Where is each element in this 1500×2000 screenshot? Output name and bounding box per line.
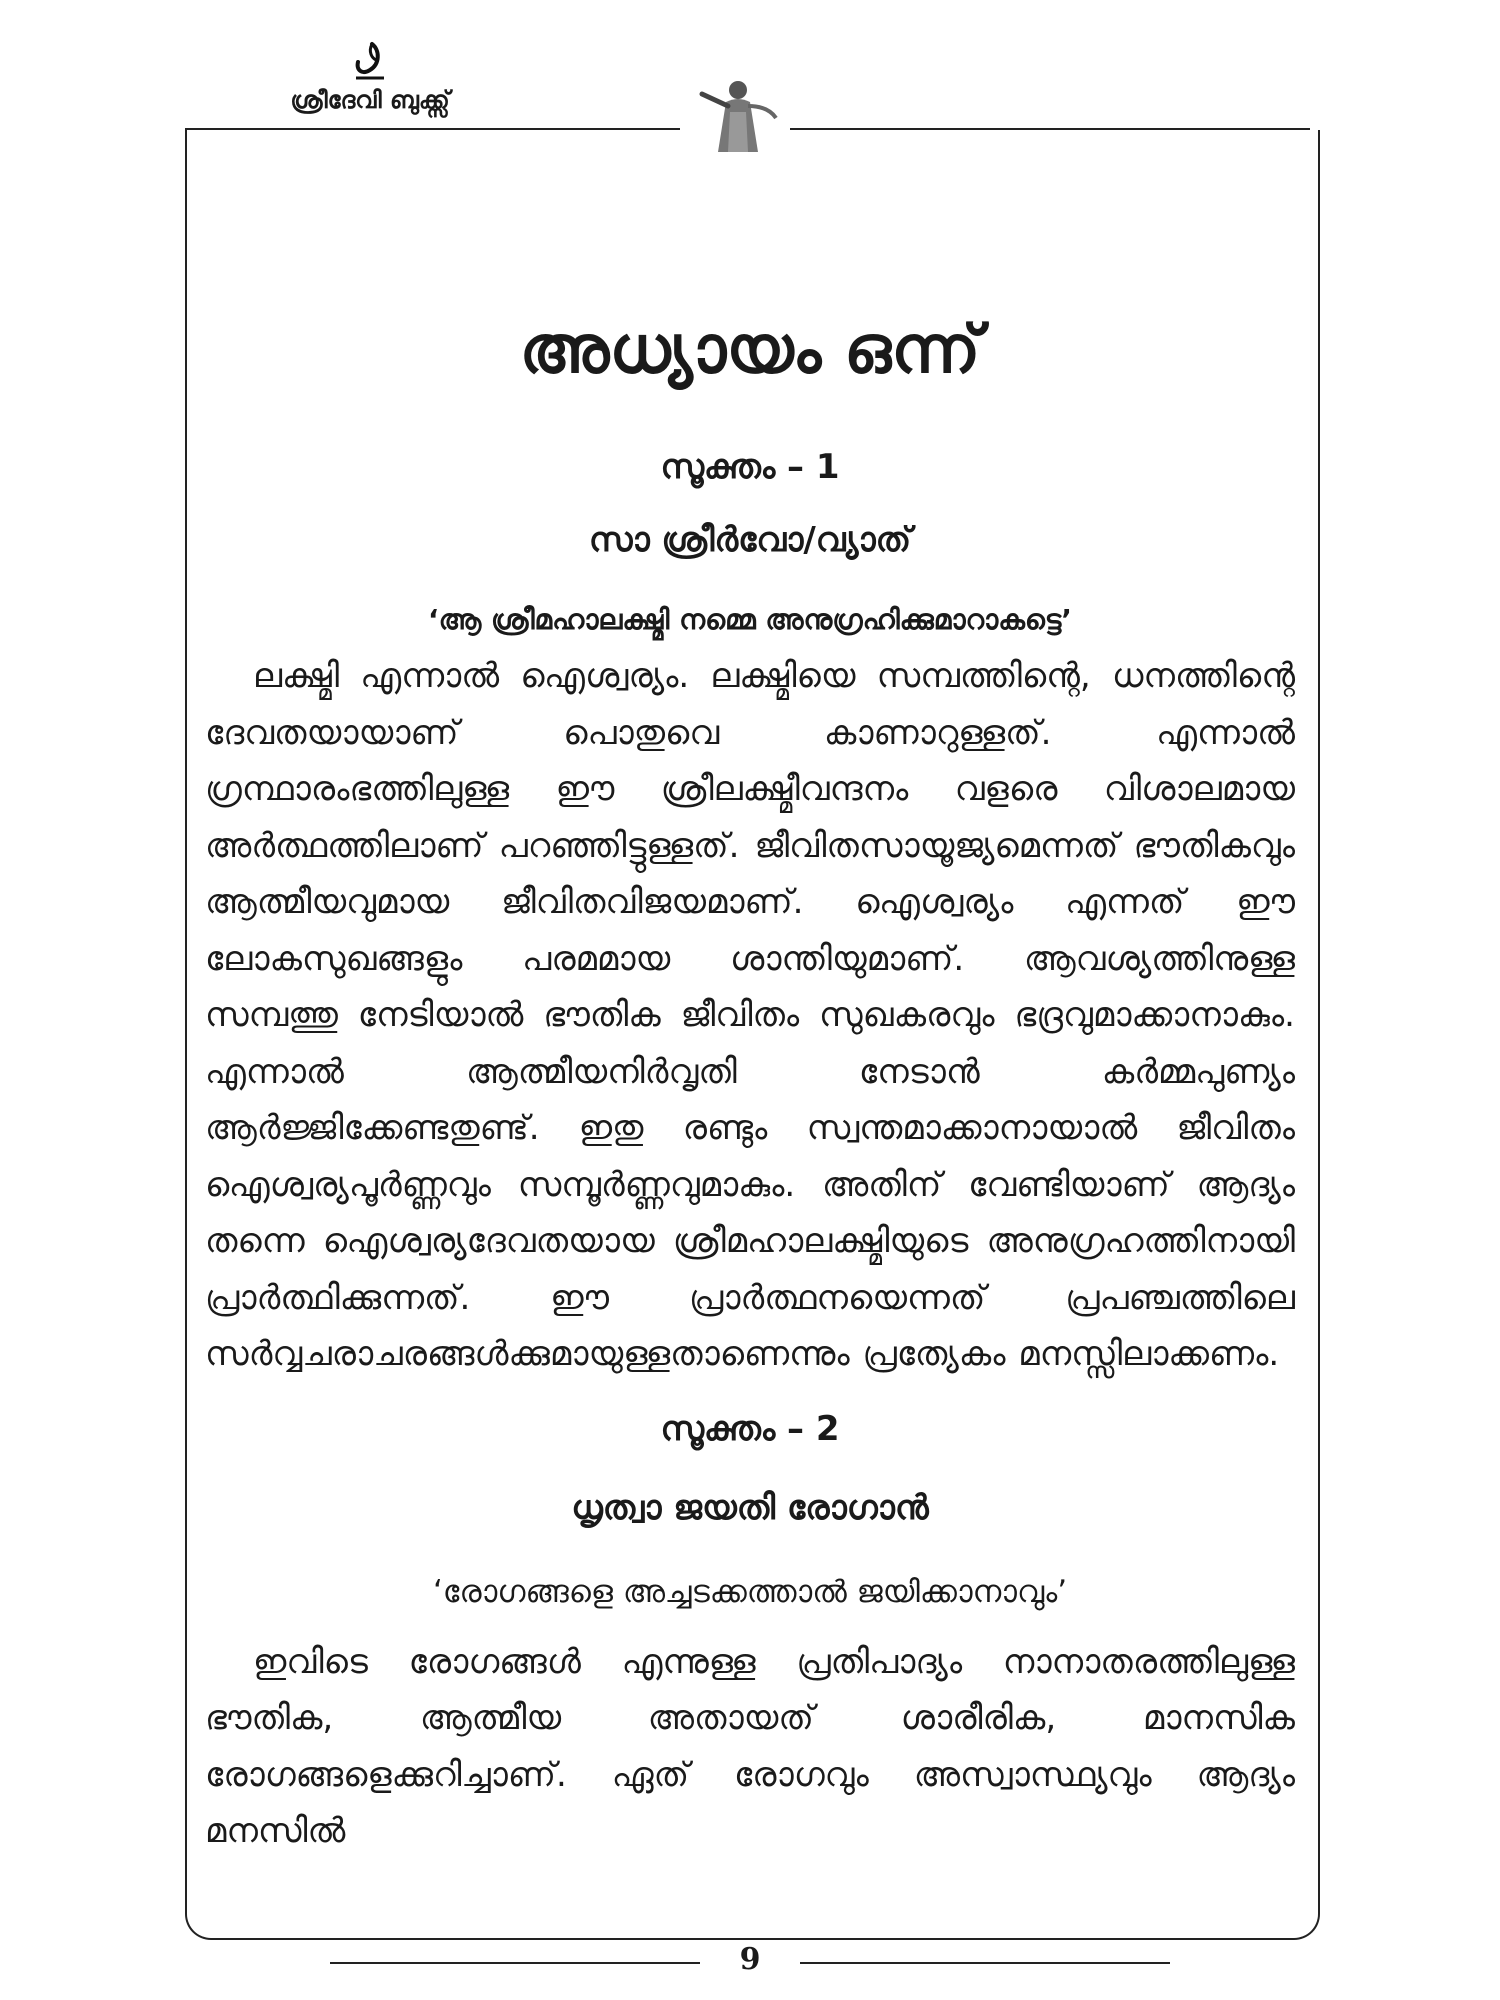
publisher-name: ശ്രീദേവി ബുക്ക്സ്: [290, 86, 450, 114]
sukta-2-sutra: ധൃത്വാ ജയതി രോഗാൻ: [571, 1487, 929, 1528]
sukta-1-heading: സൂക്തം – 1: [660, 447, 840, 488]
publisher-header: [240, 40, 500, 114]
page-body: [205, 160, 1295, 1860]
sukta-1-paragraph: ലക്ഷ്മി എന്നാൽ ഐശ്വര്യം. ലക്ഷ്മിയെ സമ്പത്തിന്റെ, ധനത്തിന്റെ ദേവതയായാണ് പൊതുവെ കാണാറുള്ളത്. എന്നാൽ ഗ്രന്ഥാരംഭത്തിലുള്ള ഈ ശ്രീലക്ഷ്മീവന്ദനം വളരെ വിശാലമായ അർത്ഥത്തിലാണ് പറഞ്ഞിട്ടുള്ളത്. ജീവിതസായൂജ്യമെന്നത് ഭൗതികവും ആത്മീയവുമായ ജീവിതവിജയമാണ്. ഐശ്വര്യം എന്നത് ഈ ലോകസുഖങ്ങളും പരമമായ ശാന്തിയുമാണ്. ആവശ്യത്തിനുള്ള സമ്പത്തു നേടിയാൽ ഭൗതിക ജീവിതം സുഖകരവും ഭദ്രവുമാക്കാനാകും. എന്നാൽ ആത്മീയനിർവൃതി നേടാൻ കർമ്മപുണ്യം ആർജ്ജിക്കേണ്ടതുണ്ട്. ഇതു രണ്ടും സ്വന്തമാക്കാനായാൽ ജീവിതം ഐശ്വര്യപൂർണ്ണവും സമ്പൂർണ്ണവുമാകും. അതിന് വേണ്ടിയാണ് ആദ്യം തന്നെ ഐശ്വര്യദേവതയായ ശ്രീമഹാലക്ഷ്മിയുടെ അനുഗ്രഹത്തിനായി പ്രാർത്ഥിക്കുന്നത്. ഈ പ്രാർത്ഥനയെന്നത് പ്രപഞ്ചത്തിലെ സർവ്വചരാചരങ്ങൾക്കുമായുള്ളതാണെന്നും പ്രത്യേകം മനസ്സിലാക്കണം.: [205, 656, 1295, 1375]
page-number: 9: [739, 1942, 761, 1977]
swirl-logo-icon: [350, 40, 390, 84]
sukta-1-sutra: സാ ശ്രീർവോ/വ്യാത്: [588, 519, 912, 560]
footer-rule-right: [800, 1962, 1170, 1964]
sukta-1-meaning: ‘ആ ശ്രീമഹാലക്ഷ്മി നമ്മെ അനുഗ്രഹിക്കുമാറാകട്ടെ’: [428, 602, 1072, 636]
footer-rule-left: [330, 1962, 700, 1964]
sukta-2-meaning: ‘രോഗങ്ങളെ അച്ചടക്കത്താൽ ജയിക്കാനാവും’: [432, 1574, 1068, 1611]
sukta-2-heading: സൂക്തം – 2: [660, 1408, 840, 1449]
sukta-2-paragraph: ഇവിടെ രോഗങ്ങൾ എന്നുള്ള പ്രതിപാദ്യം നാനാതരത്തിലുള്ള ഭൗതിക, ആത്മീയ അതായത് ശാരീരിക, മാനസിക രോഗങ്ങളെക്കുറിച്ചാണ്. ഏത് രോഗവും അസ്വാസ്ഥ്യവും ആദ്യം മനസിൽ: [205, 1641, 1295, 1852]
chapter-title: അധ്യായം ഒന്ന്: [519, 311, 981, 388]
